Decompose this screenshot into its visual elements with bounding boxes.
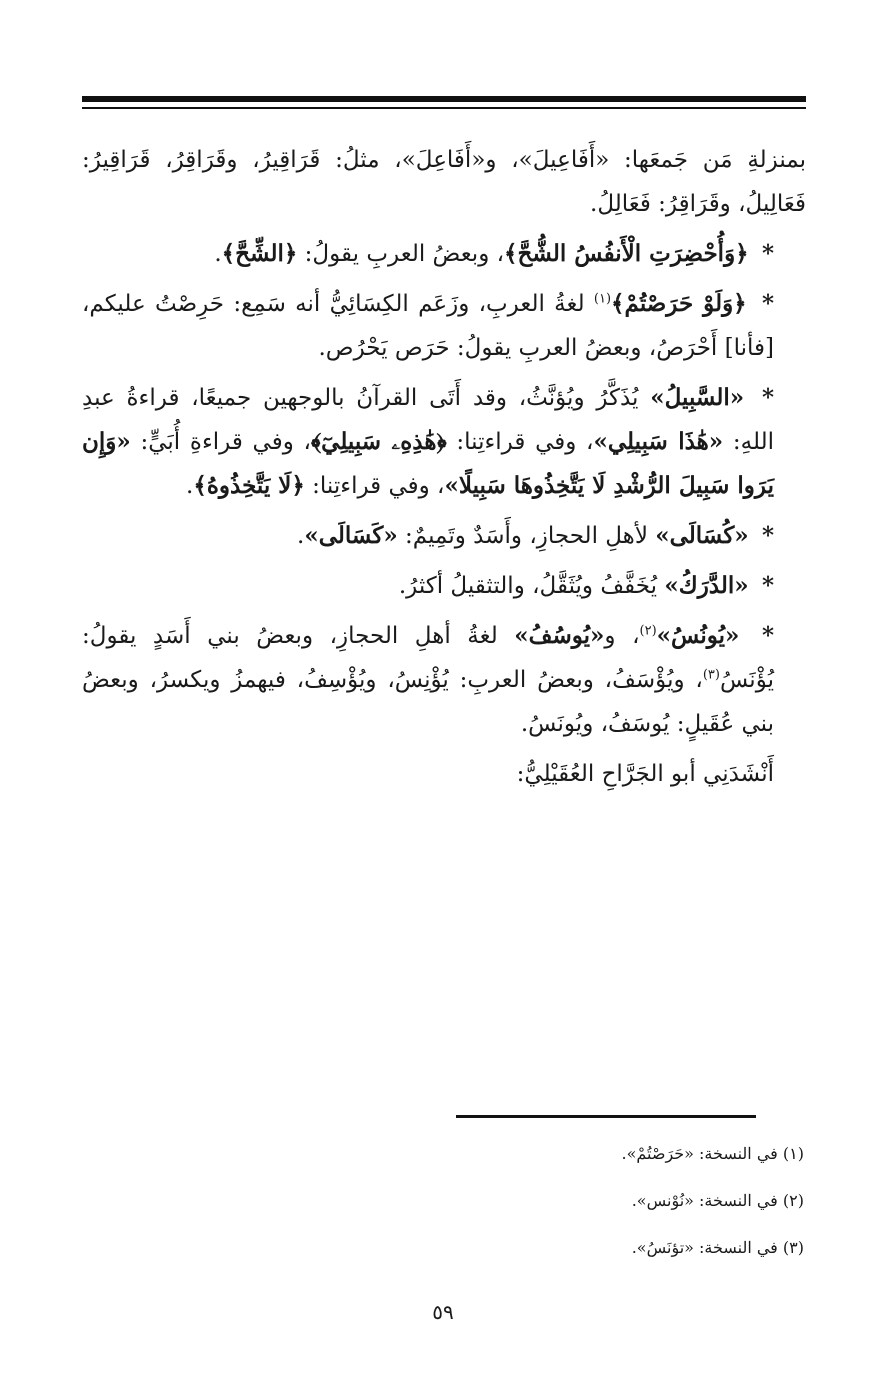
quran-quote: ﴿لَا يَتَّخِذُوهُ﴾ — [193, 472, 305, 499]
page-number: ٥٩ — [432, 1300, 454, 1324]
header-rule-thin — [82, 107, 806, 109]
paragraph-3: * ﴿وَلَوْ حَرَصْتُمْ﴾$^{(١)}$ لغةُ العربِ، وزَعَم الكِسَائِيُّ أنه سَمِع: حَرِصْتُ عليكم، [فأنا] أَحْرَصُ، وبعضُ العربِ يقولُ: حَرَص يَحْرُص. — [82, 290, 774, 361]
paragraph-6: * «الدَّرَكُ» يُخَفَّفُ ويُثَقَّلُ، والتثقيلُ أكثرُ. — [398, 572, 774, 599]
paragraph-7: * «يُونُسُ»$^{(٢)}$، و«يُوسُفُ» لغةُ أهلِ الحجازِ، وبعضُ بني أَسَدٍ يقولُ: يُؤْنَسُ$^{(٣)}$، ويُؤْسَفُ، وبعضُ العربِ: يُؤْنِسُ، ويُؤْسِفُ، فيهمزُ ويكسرُ، وبعضُ بني عُقَيلٍ: يُوسَفُ، ويُونَسُ. — [82, 622, 775, 737]
footnote-ref-2: (٢) — [639, 623, 657, 639]
term: «السَّبِيلُ» — [650, 384, 745, 411]
quran-quote: ﴿وَلَوْ حَرَصْتُمْ﴾ — [611, 290, 747, 317]
bullet-star: * — [761, 572, 774, 599]
reading-quote: «هَٰذَا سَبِيلِي» — [593, 428, 724, 455]
term: «يُوسُفُ» — [514, 622, 605, 649]
footnote-1: (١) في النسخة: «حَرَصْتُمْ». — [621, 1144, 804, 1163]
footnotes — [80, 1140, 804, 1281]
main-text — [82, 138, 806, 802]
term: «يُونُسُ» — [656, 622, 740, 649]
bullet-star: * — [761, 240, 774, 267]
footnote-separator — [456, 1115, 756, 1118]
quran-quote: ﴿وَأُحْضِرَتِ الْأَنفُسُ الشُّحَّ﴾ — [504, 240, 749, 267]
bullet-star: * — [761, 384, 774, 411]
bullet-star: * — [761, 290, 774, 317]
bullet-star: * — [761, 622, 775, 649]
term: «الدَّرَكُ» — [664, 572, 749, 599]
quran-quote: ﴿هَٰذِهِۦ سَبِيلِيٓ﴾ — [310, 428, 447, 455]
paragraph-2: * ﴿وَأُحْضِرَتِ الْأَنفُسُ الشُّحَّ﴾، وبعضُ العربِ يقولُ: ﴿الشِّحَّ﴾. — [214, 240, 774, 267]
footnote-ref-3: (٣) — [702, 667, 720, 683]
paragraph-5: * «كُسَالَى» لأهلِ الحجازِ، وأَسَدٌ وتَمِيمٌ: «كَسَالَى». — [297, 522, 774, 549]
term: «كَسَالَى» — [304, 522, 398, 549]
header-rule-thick — [82, 96, 806, 102]
paragraph-1: بمنزلةِ مَن جَمعَها: «أَفَاعِيلَ»، و«أَفَاعِلَ»، مثلُ: قَرَاقِيرُ، وقَرَاقِرُ، قَرَاقِيرُ: فَعَالِيلُ، وقَرَاقِرُ: فَعَالِلُ. — [82, 147, 806, 217]
term: «كُسَالَى» — [655, 522, 749, 549]
reading-quote: «وَإِن يَرَوا سَبِيلَ الرُّشْدِ لَا يَتَّخِذُوهَا سَبِيلًا» — [82, 428, 774, 499]
footnote-ref-1: (١) — [593, 291, 612, 307]
paragraph-8: أَنْشَدَنِي أبو الجَرَّاحِ العُقَيْلِيُّ: — [516, 761, 774, 787]
footnote-2: (٢) في النسخة: «نُوْنس». — [631, 1191, 804, 1210]
footnote-3: (٣) في النسخة: «تؤنَسُ». — [631, 1238, 804, 1257]
paragraph-4: * «السَّبِيلُ» يُذَكَّرُ ويُؤنَّثُ، وقد أَتَى القرآنُ بالوجهين جميعًا، قراءةُ عبدِ اللهِ: «هَٰذَا سَبِيلِي»، وفي قراءتِنا: ﴿هَٰذِهِۦ سَبِيلِيٓ﴾، وفي قراءةِ أُبَيٍّ: «وَإِن يَرَوا سَبِيلَ الرُّشْدِ لَا يَتَّخِذُوهَا سَبِيلًا»، وفي قراءتِنا: ﴿لَا يَتَّخِذُوهُ﴾. — [82, 384, 774, 499]
quran-word: ﴿الشِّحَّ﴾ — [221, 240, 298, 267]
bullet-star: * — [761, 522, 774, 549]
